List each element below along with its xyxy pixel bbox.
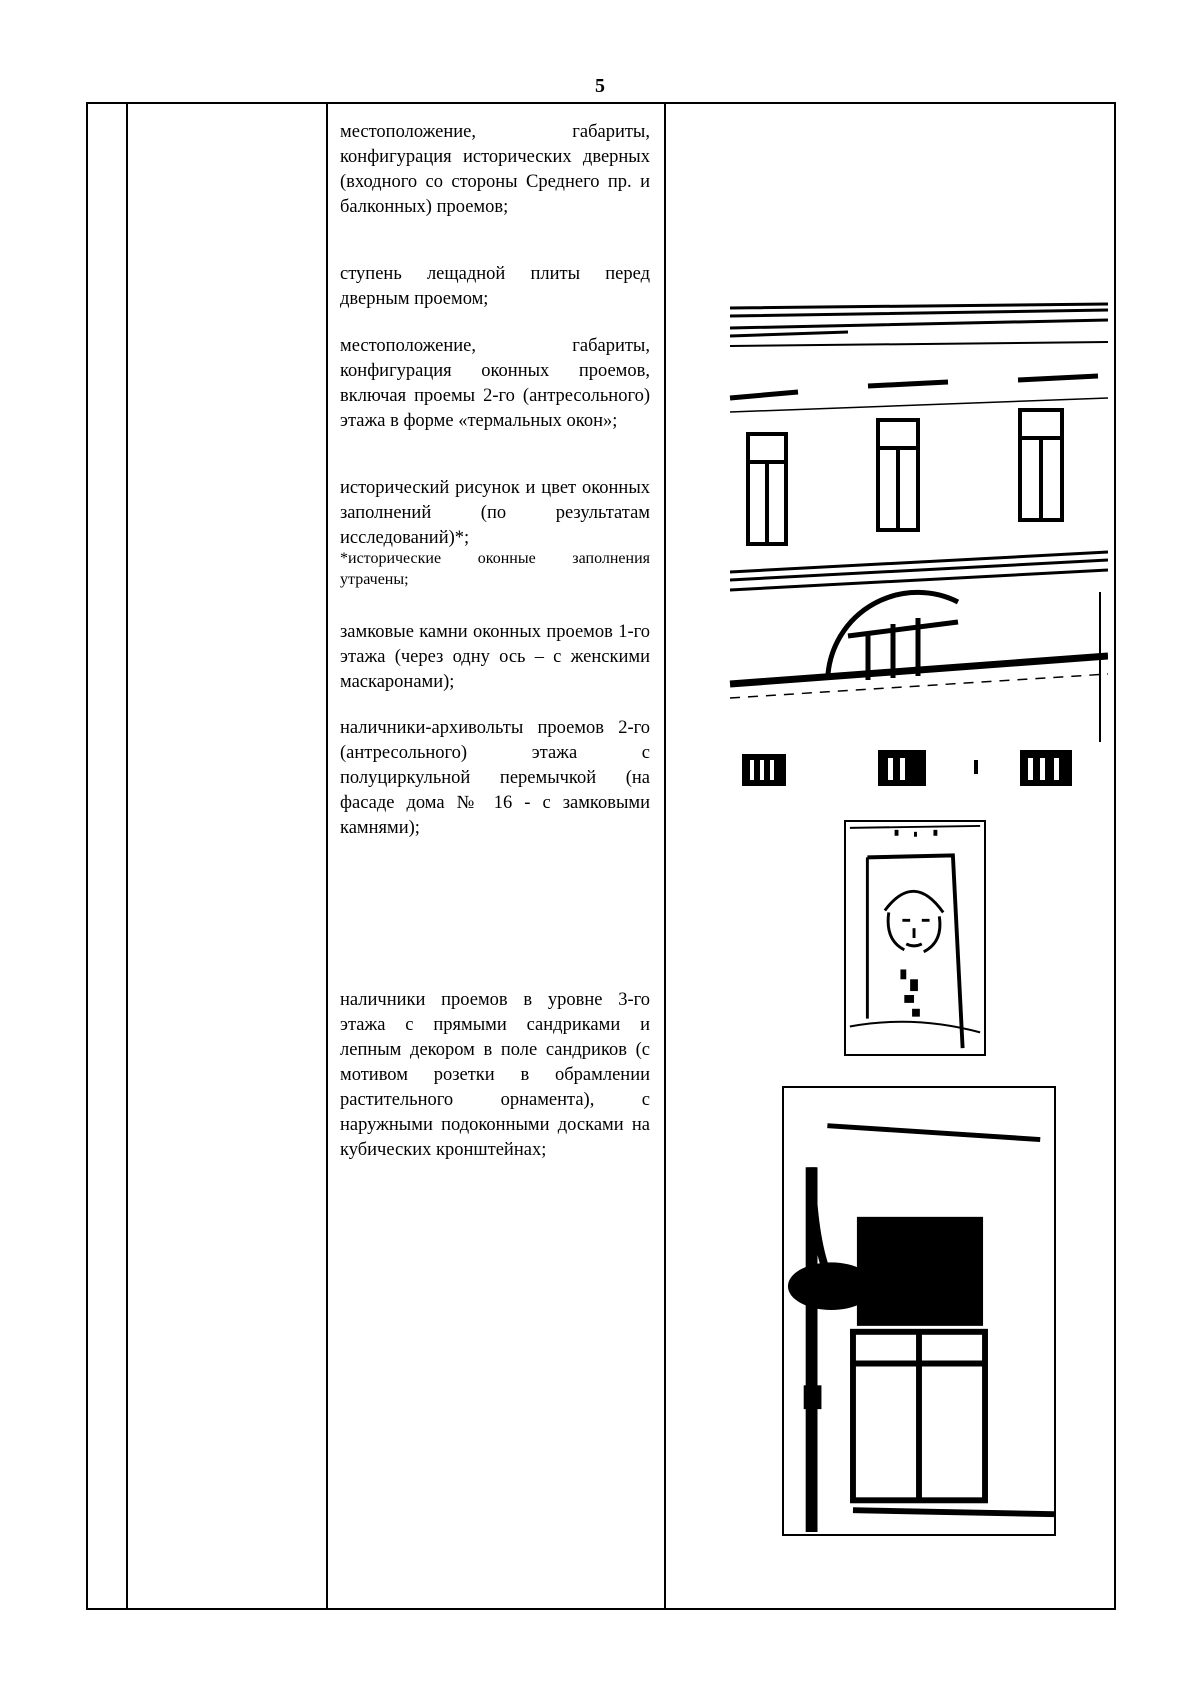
item-stone-step: ступень лещадной плиты перед дверным проемом;	[340, 264, 650, 309]
item-archivolts: наличники-архивольты проемов 2-го (антресольного) этажа с полуциркульной перемычкой (на фасаде дома № 16 - с замковыми камнями);	[340, 718, 650, 838]
facade-photo	[728, 302, 1108, 794]
window-photo-image	[784, 1088, 1054, 1534]
description-column	[328, 104, 664, 1608]
window-photo	[782, 1086, 1056, 1536]
mascaron-photo-image	[846, 822, 984, 1054]
item-door-openings: местоположение, габариты, конфигурация исторических дверных (входного со стороны Среднего пр. и балконных) проемов;	[340, 122, 650, 217]
item-window-fillings: исторический рисунок и цвет оконных заполнений (по результатам исследований)*;	[340, 478, 650, 548]
column-divider-3	[664, 104, 666, 1608]
item-third-floor-surrounds: наличники проемов в уровне 3-го этажа с прямыми сандриками и лепным декором в поле сандриков (с мотивом розетки в обрамлении растительного орнамента), с наружными подоконными досками на кубических кронштейнах;	[340, 990, 650, 1160]
column-divider-1	[126, 104, 128, 1608]
page-number: 5	[595, 75, 605, 97]
facade-photo-image	[728, 302, 1108, 794]
item-window-fillings-note: *исторические оконные заполнения утрачены;	[340, 550, 650, 588]
item-window-openings: местоположение, габариты, конфигурация оконных проемов, включая проемы 2-го (антресольного) этажа в форме «термальных окон»;	[340, 336, 650, 431]
item-keystones: замковые камни оконных проемов 1-го этажа (через одну ось – с женскими маскаронами);	[340, 622, 650, 692]
mascaron-photo	[844, 820, 986, 1056]
